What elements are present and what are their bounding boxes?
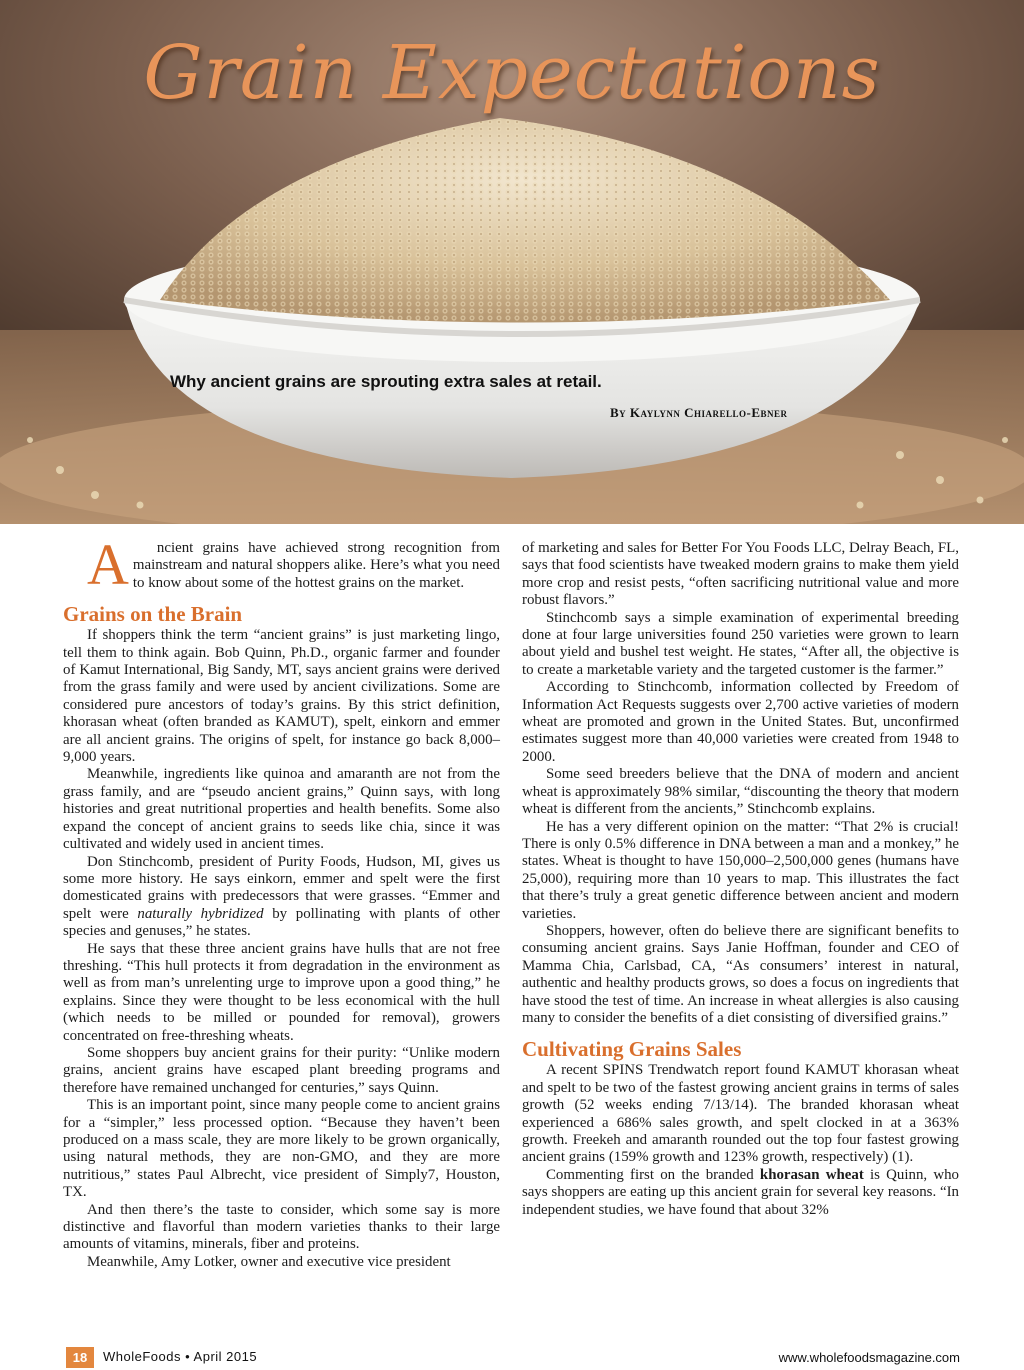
body-paragraph: If shoppers think the term “ancient grains” is just marketing lingo, tell them to think again. Bob Quinn, Ph.D., organic farmer and founder of Kamut International, Big Sandy, MT, says ancient grains were derived from the grass family and were used by ancient civilizations. Some are considered pure ancestors of today’s grains. By this strict definition, khorasan wheat (often branded as KAMUT), spelt, einkorn and emmer are all ancient grains. The origins of spelt, for instance go back 8,000–9,000 years. bbox=[63, 627, 500, 766]
right-column bbox=[522, 540, 959, 1219]
body-text: Commenting first on the branded bbox=[546, 1166, 760, 1183]
website-link[interactable]: www.wholefoodsmagazine.com bbox=[778, 1350, 960, 1365]
body-paragraph bbox=[522, 1167, 959, 1219]
body-paragraph: He says that these three ancient grains have hulls that are not free threshing. “This hull protects it from degradation in the environment as well as from man’s unrelenting urge to improve upon a good thing,” he explains. Since they were thought to be less economical with the hull (which needs to be milled or pounded for removal), growers concentrated on free-threshing wheats. bbox=[63, 940, 500, 1044]
emphasis-text: naturally hybridized bbox=[137, 905, 264, 922]
body-paragraph: Shoppers, however, often do believe there are significant benefits to consuming ancient grains. Says Janie Hoffman, founder and CEO of Mamma Chia, Carlsbad, CA, “As consumers’ interest in natural, authentic and healthy products grows, so does a focus on ingredients that have stood the test of time. An increase in wheat allergies is also causing many to consider the benefits of a diet consisting of diversified grains.” bbox=[522, 922, 959, 1026]
page-number: 18 bbox=[66, 1347, 94, 1368]
body-paragraph: A recent SPINS Trendwatch report found KAMUT khorasan wheat and spelt to be two of the fastest growing ancient grains in terms of sales growth (52 weeks ending 7/13/14). The branded khorasan wheat experienced a 686% sales growth, and spelt clocked in at a 363% growth. Freekeh and amaranth rounded out the top four fastest growing ancient grains (159% growth and 123% growth, respectively) (1). bbox=[522, 1062, 959, 1166]
body-paragraph: Stinchcomb says a simple examination of experimental breeding done at four large universities found 250 varieties were grown to learn about yield and bushel test weight. He states, “After all, the objective is to create a marketable variety and the targeted customer is the farmer.” bbox=[522, 609, 959, 678]
lead-paragraph bbox=[63, 532, 500, 597]
article-byline: By Kaylynn Chiarello-Ebner bbox=[610, 405, 788, 420]
body-paragraph: Some shoppers buy ancient grains for their purity: “Unlike modern grains, ancient grains have escaped plant breeding programs and therefore have remained unchanged for centuries,” says Quinn. bbox=[63, 1044, 500, 1096]
article-deck: Why ancient grains are sprouting extra sales at retail. bbox=[170, 372, 602, 391]
body-paragraph: According to Stinchcomb, information collected by Freedom of Information Act Requests suggests over 2,700 active varieties of modern wheat are promoted and grown in the United States. But, unconfirmed estimates suggest more than 40,000 varieties were created from 1948 to 2000. bbox=[522, 679, 959, 765]
body-paragraph: of marketing and sales for Better For You Foods LLC, Delray Beach, FL, says that food scientists have tweaked modern grains to make them yield more crop and resist pests, “often sacrificing nutritional value and more robust flavors.” bbox=[522, 540, 959, 609]
lead-text: ncient grains have achieved strong recognition from mainstream and natural shoppers alike. Here’s what you need to know about some of the hottest grains on the market. bbox=[132, 540, 500, 591]
bold-text: khorasan wheat bbox=[759, 1166, 864, 1183]
body-paragraph bbox=[63, 854, 500, 941]
body-paragraph: Meanwhile, Amy Lotker, owner and executive vice president bbox=[87, 1253, 451, 1270]
left-column bbox=[63, 532, 501, 1271]
article-title: Grain Expectations bbox=[143, 30, 881, 116]
body-paragraph: And then there’s the taste to consider, which some say is more distinctive and flavorful than modern varieties thanks to their large amounts of vitamins, minerals, fiber and proteins. bbox=[63, 1201, 500, 1253]
body-paragraph: Some seed breeders believe that the DNA of modern and ancient wheat is approximately 98% similar, “discounting the theory that modern wheat is different from the ancients,” Stinchcomb explains. bbox=[522, 766, 959, 818]
body-paragraph: Meanwhile, ingredients like quinoa and amaranth are not from the grass family, and are “pseudo ancient grains,” Quinn says, with long histories and great nutritional properties and health benefits. Some also expand the concept of ancient grains to seeds like chia, since it was cultivated and widely used in ancient times. bbox=[63, 766, 500, 853]
body-text: by pollinating with plants of other species and genuses,” he states. bbox=[63, 905, 501, 940]
body-text: is Quinn, who says shoppers are eating up this ancient grain for several key reasons. “In independent studies, we have found that about 32% bbox=[522, 1166, 959, 1218]
body-text: Don Stinchcomb, president of Purity Foods, Hudson, MI, gives us some more history. He says einkorn, emmer and spelt were the first domesticated grains with predecessors that were grasses. “Emmer and spelt were bbox=[63, 853, 500, 922]
body-paragraph: He has a very different opinion on the matter: “That 2% is crucial! There is only 0.5% difference in DNA between a man and a monkey,” he states. Wheat is thought to have 150,000–2,500,000 genes (humans have 25,000), requiring more than 10 years to map. This illustrates the fact that there’s truly a great genetic difference between ancient and modern varieties. bbox=[522, 818, 959, 922]
drop-cap: A bbox=[87, 532, 129, 597]
body-paragraph: This is an important point, since many people come to ancient grains for a “simpler,” less processed option. “Because they haven’t been produced on a mass scale, they are more likely to be grown organically, using natural methods, they are non-GMO, and they are more nutritious,” states Paul Albrecht, vice president of Simply7, Houston, TX. bbox=[63, 1097, 500, 1201]
hero-image bbox=[0, 0, 1024, 524]
section-heading-grains-on-the-brain: Grains on the Brain bbox=[63, 602, 243, 627]
magazine-issue: WholeFoods • April 2015 bbox=[103, 1349, 258, 1364]
section-heading-cultivating-grains-sales: Cultivating Grains Sales bbox=[522, 1037, 742, 1062]
